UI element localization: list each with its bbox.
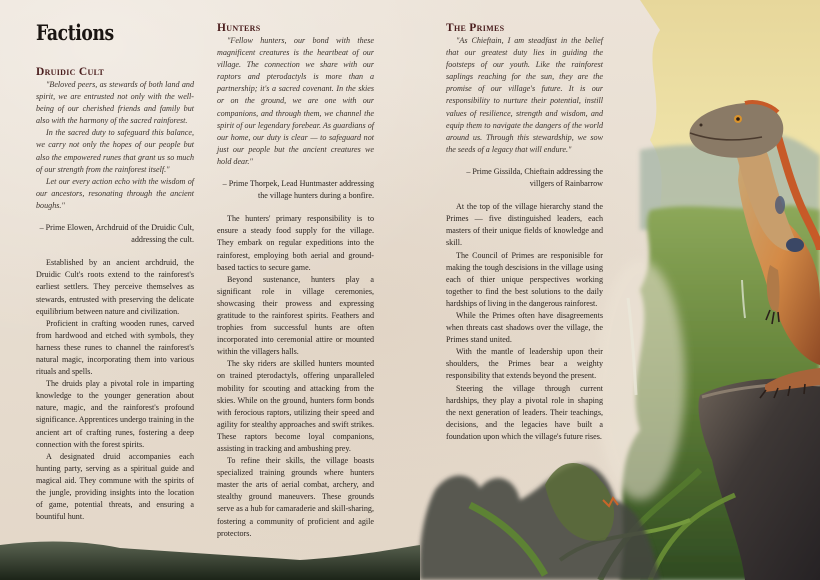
body-paragraph: Established by an ancient archdruid, the Druidic Cult's roots extend to the rainforest's earliest settlers. They perceive themselves as stewards, entrusted with preserving the delicate equilibrium between nature and civilization. bbox=[36, 258, 194, 316]
body-paragraph: The Council of Primes are responisible for making the tough descisions in the village using each of thier unique perspectives working together to find the best solutions to the daily hardships of living in the dangerous rainforest. bbox=[446, 250, 603, 308]
section-hunters bbox=[217, 22, 374, 540]
body-paragraph: To refine their skills, the village boasts specialized training grounds where hunters master the arts of aerial combat, archery, and stealthy ground maneuvers. These grounds serve as a hub for camaraderie and skill-sharing, fostering a community of proficient and agile protectors. bbox=[217, 456, 374, 538]
quote-attribution: – Prime Elowen, Archdruid of the Druidic Cult, addressing the cult. bbox=[39, 223, 194, 245]
body-paragraph: While the Primes often have disagreements when threats cast shadows over the village, the Primes stand united. bbox=[446, 310, 603, 345]
quote-paragraph: Let our every action echo with the wisdom of our ancestors, resonating through the ancient boughs." bbox=[36, 176, 194, 210]
body-paragraph: At the top of the village hierarchy stand the Primes — five distinguished leaders, each masters of their unique fields of knowledge and skill. bbox=[446, 202, 603, 248]
body-paragraph: The sky riders are skilled hunters mounted on trained pterodactyls, offering unparalleled mobility for scouting and attacking from the skies. While on the ground, hunters form bonds with ferocious raptors, utilizing their speed and agility for stealthy approaches and swift strikes. These raptors become loyal companions, assisting in tracking and ambushing prey. bbox=[217, 359, 374, 453]
body-paragraph: With the mantle of leadership upon their shoulders, the Primes bear a weighty responsibility that extends beyond the present. bbox=[446, 347, 603, 381]
quote-attribution: – Prime Thorpek, Lead Huntmaster addressing the village hunters during a bonfire. bbox=[222, 179, 374, 201]
quote-paragraph: "Beloved peers, as stewards of both land and spirit, we are entrusted not only with the well-being of our cherished friends and family but also with the harmony of the sacred rainforest. bbox=[36, 80, 194, 126]
quote-paragraph: "Fellow hunters, our bond with these magnificent creatures is the heartbeat of our village. The connection we share with our raptors and pterodactyls is more than a partnership; it's a sacred covenant. In the skies or on the ground, we are one with our companions, and through them, we channel the spirit of our legendary forebear. As guardians of our home, our duty is clear — to safeguard not just our people but the ancient creatures we hold dear." bbox=[217, 36, 374, 166]
section-druidic-cult bbox=[36, 66, 194, 523]
body-paragraph: A designated druid accompanies each hunting party, serving as a spiritual guide and magical aid. They commune with the spirits of the jungle, providing insights into the location of game, potential threats, and ensuring a bountiful hunt. bbox=[36, 451, 194, 522]
quote-attribution: – Prime Gissilda, Chieftain addressing the villgers of Rainbarrow bbox=[466, 166, 603, 189]
body-paragraph: Steering the village through current hardships, they play a pivotal role in shaping the next generation of leaders. Their teachings, decisions, and the legacies have built a foundation upon which the village's future rises. bbox=[446, 383, 603, 441]
section-the-primes bbox=[446, 22, 603, 443]
page-title: Factions bbox=[36, 20, 114, 45]
section-heading: The Primes bbox=[446, 22, 505, 34]
body-paragraph: Beyond sustenance, hunters play a significant role in village ceremonies, showcasing their prowess and expressing gratitude to the rainforest spirits. Feathers and trophies from successful hunts are often incorporated into ceremonial attire or mounted within the villagers halls. bbox=[217, 274, 374, 357]
section-heading: Druidic Cult bbox=[36, 66, 105, 78]
body-paragraph: The druids play a pivotal role in imparting knowledge to the younger generation about nature, magic, and the rainforest's profound significance. Apprentices undergo training in the ancient art of crafting runes, fostering a deep connection with the forest spirits. bbox=[36, 379, 194, 449]
quote-paragraph: In the sacred duty to safeguard this balance, we carry not only the hopes of our people but also the empowered runes that grant us so much of our strength from the rainforest itself." bbox=[36, 128, 194, 174]
body-paragraph: The hunters' primary responsibility is to ensure a steady food supply for the village. They embark on regular expeditions into the rainforest, employing both aerial and ground-based tactics to secure game. bbox=[217, 214, 374, 272]
body-paragraph: Proficient in crafting wooden runes, carved from hardwood and etched with symbols, they harness these runes to channel the rainforest's natural magic, incorporating them into various rituals and spells. bbox=[36, 318, 194, 377]
quote-paragraph: "As Chieftain, I am steadfast in the belief that our greatest duty lies in guiding the footsteps of our youth. Like the rainforest saplings reaching for the sun, they are the promise of our village's future. It is our responsibility to nurture their potential, instill values of resilience, strength and wisdom, and equip them to navigate the dangers of the world around us. Through this stewardship, we sow the seeds of a legacy that will endure." bbox=[446, 36, 603, 154]
section-heading: Hunters bbox=[217, 22, 261, 34]
